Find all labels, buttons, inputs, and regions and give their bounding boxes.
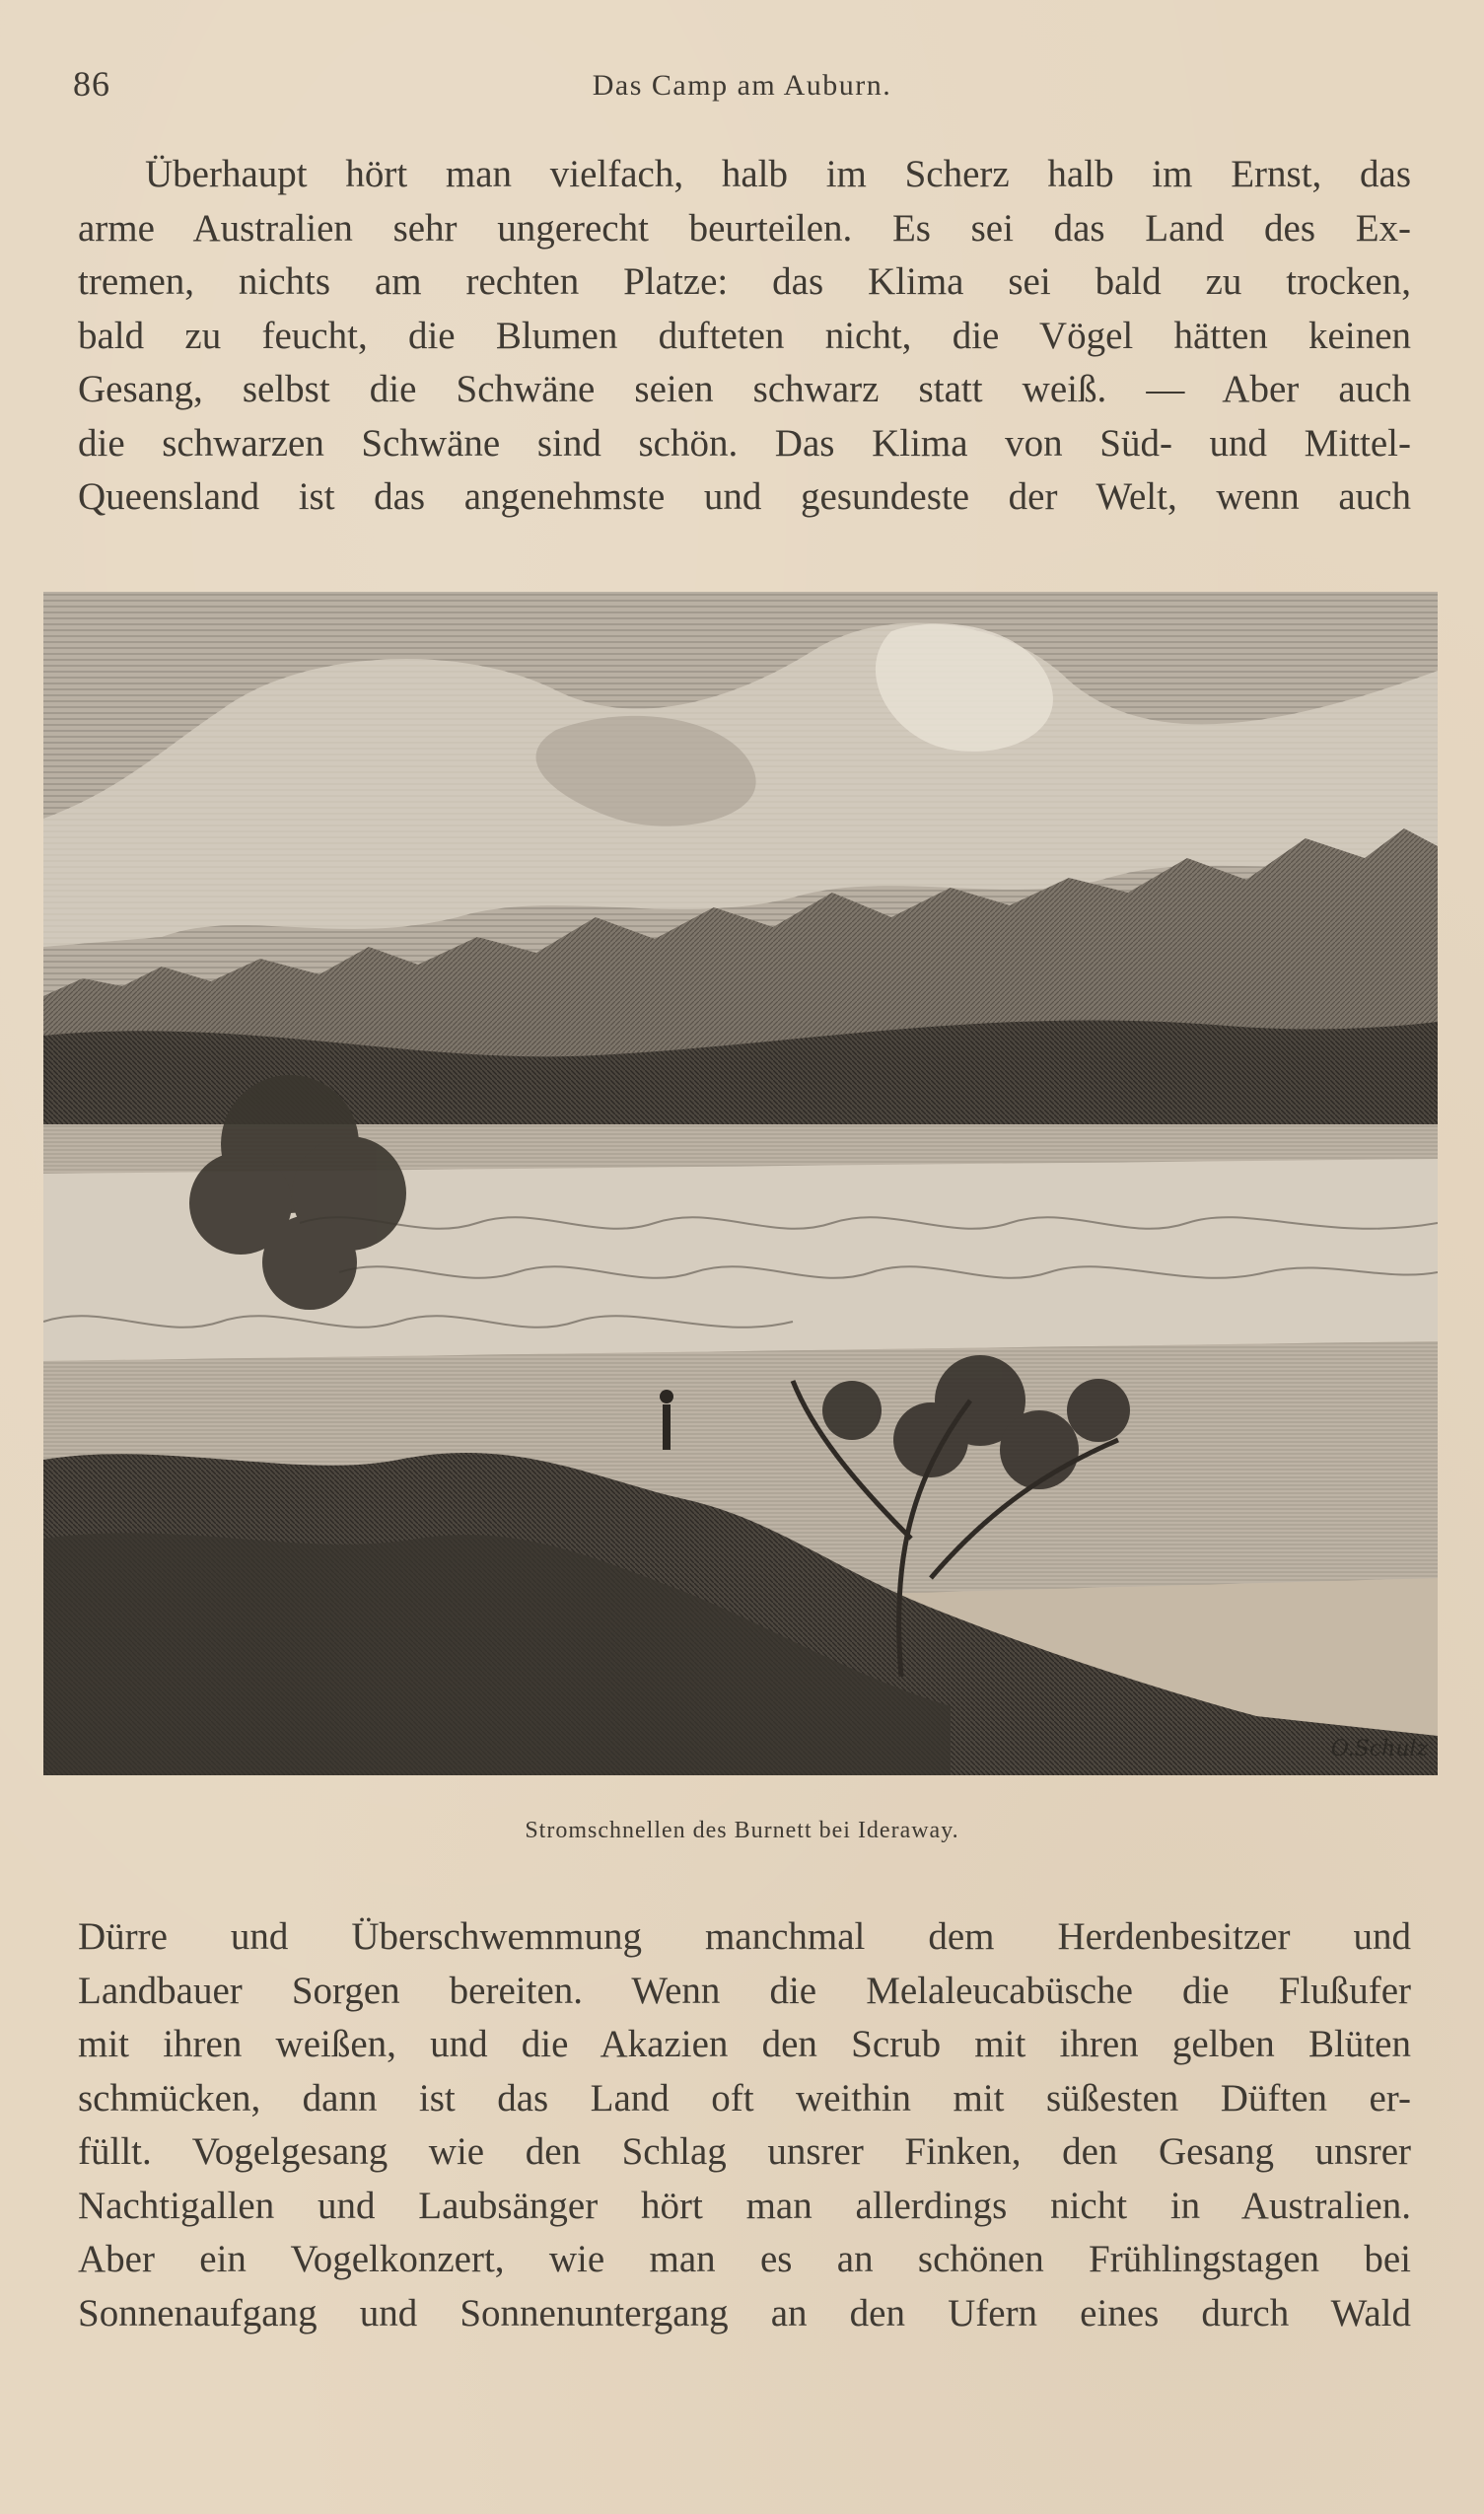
text-line: tremen, nichts am rechten Platze: das Klima sei bald zu trocken, xyxy=(78,260,1411,303)
text-line: Überhaupt hört man vielfach, halb im Scherz halb im Ernst, das xyxy=(145,153,1411,195)
text-line: arme Australien sehr ungerecht beurteilen. Es sei das Land des Ex- xyxy=(78,206,1411,250)
text-line: Queensland ist das angenehmste und gesundeste der Welt, wenn auch xyxy=(78,475,1411,518)
text-line: Nachtigallen und Laubsänger hört man allerdings nicht in Australien. xyxy=(78,2184,1411,2227)
text-line: bald zu feucht, die Blumen dufteten nicht, die Vögel hätten keinen xyxy=(78,314,1411,357)
text-line: Landbauer Sorgen bereiten. Wenn die Melaleucabüsche die Flußufer xyxy=(78,1969,1411,2012)
text-line: Dürre und Überschwemmung manchmal dem Herdenbesitzer und xyxy=(78,1915,1411,1958)
running-title: Das Camp am Auburn. xyxy=(592,69,892,102)
text-line: Sonnenaufgang und Sonnenuntergang an den Ufern eines durch Wald xyxy=(78,2291,1411,2334)
text-line: schmücken, dann ist das Land oft weithin mit süßesten Düften er- xyxy=(78,2076,1411,2119)
figure-caption: Stromschnellen des Burnett bei Ideraway. xyxy=(525,1818,959,1843)
text-line: füllt. Vogelgesang wie den Schlag unsrer Finken, den Gesang unsrer xyxy=(78,2130,1411,2173)
page-number: 86 xyxy=(73,64,110,104)
river-rapids-engraving xyxy=(43,592,1438,1775)
text-line: Aber ein Vogelkonzert, wie man es an schönen Frühlingstagen bei xyxy=(78,2238,1411,2280)
engraving-illustration xyxy=(43,592,1438,1775)
text-line: die schwarzen Schwäne sind schön. Das Klima von Süd- und Mittel- xyxy=(78,421,1411,465)
running-head xyxy=(73,63,1411,108)
bottom-paragraph xyxy=(78,1910,1411,2340)
text-line: mit ihren weißen, und die Akazien den Scrub mit ihren gelben Blüten xyxy=(78,2023,1411,2065)
text-line: Gesang, selbst die Schwäne seien schwarz statt weiß. — Aber auch xyxy=(78,368,1411,410)
artist-signature: O.Schulz xyxy=(1330,1737,1428,1761)
top-paragraph xyxy=(78,148,1411,525)
